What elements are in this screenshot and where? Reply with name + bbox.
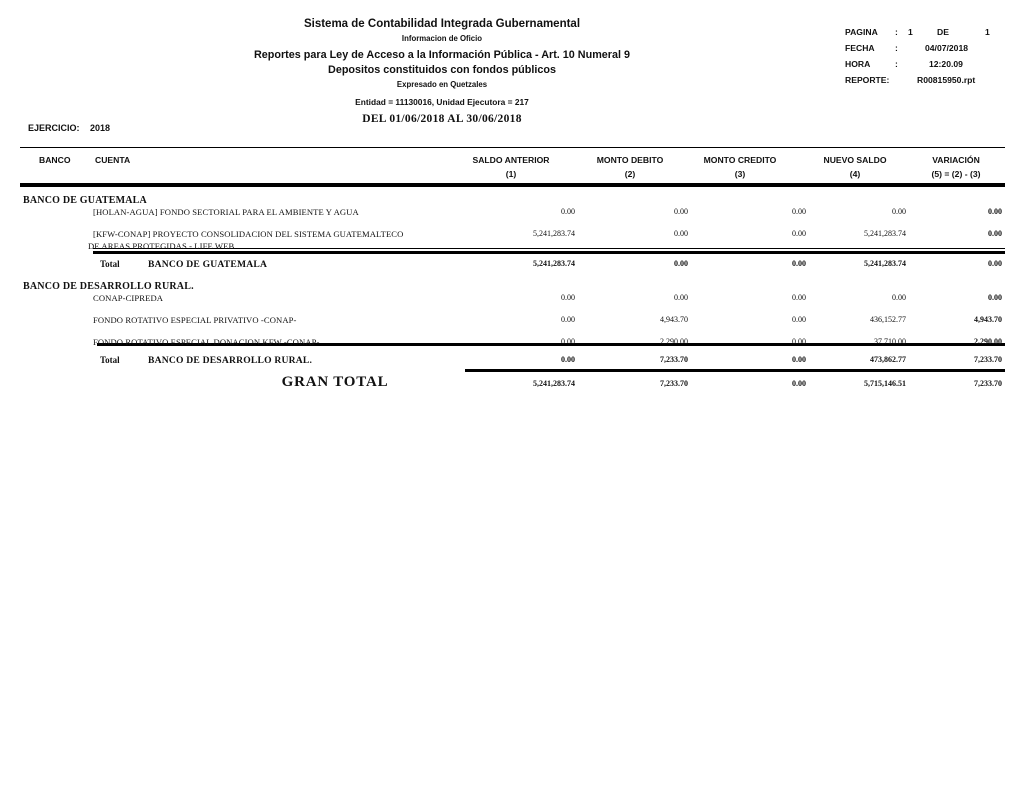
grand-total-rule	[465, 369, 1005, 372]
bank-heading: BANCO DE DESARROLLO RURAL.	[23, 281, 194, 292]
nuevo-saldo-value: 37,710.00	[874, 337, 906, 346]
nuevo-saldo-total: 473,862.77	[870, 355, 906, 364]
monto-debito-value: 2,290.00	[660, 337, 688, 346]
col-header-saldo-anterior: SALDO ANTERIOR	[472, 155, 550, 165]
monto-debito-value: 4,943.70	[660, 315, 688, 324]
saldo-anterior-value: 0.00	[561, 315, 575, 324]
account-name: FONDO ROTATIVO ESPECIAL DONACION KFW -CONAP-	[93, 337, 320, 347]
table-row-continuation	[0, 241, 1024, 255]
account-name: [KFW-CONAP] PROYECTO CONSOLIDACION DEL SISTEMA GUATEMALTECO	[93, 229, 404, 239]
table-row	[0, 315, 1024, 329]
header-top-rule	[20, 147, 1005, 148]
monto-credito-total: 0.00	[792, 259, 806, 268]
table-row	[0, 207, 1024, 221]
meta-fecha-row	[845, 43, 1005, 59]
monto-credito-value: 0.00	[792, 337, 806, 346]
saldo-anterior-value: 5,241,283.74	[533, 229, 575, 238]
total-label: Total	[100, 355, 120, 365]
nuevo-saldo-value: 5,241,283.74	[864, 229, 906, 238]
header-bottom-rule	[20, 183, 1005, 187]
section-total-row	[0, 259, 1024, 273]
report-meta	[845, 27, 1005, 91]
de-value: 1	[985, 27, 990, 37]
report-name: Depositos constituidos con fondos públicos	[328, 64, 556, 76]
col-subheader-1: (1)	[505, 169, 517, 179]
variacion-grand-total: 7,233.70	[974, 379, 1002, 388]
saldo-anterior-grand-total: 5,241,283.74	[533, 379, 575, 388]
date-range: DEL 01/06/2018 AL 30/06/2018	[362, 113, 522, 125]
saldo-anterior-value: 0.00	[561, 207, 575, 216]
nuevo-saldo-value: 0.00	[892, 293, 906, 302]
saldo-anterior-total: 5,241,283.74	[533, 259, 575, 268]
grand-total-row	[0, 379, 1024, 393]
account-name: FONDO ROTATIVO ESPECIAL PRIVATIVO -CONAP-	[93, 315, 297, 325]
monto-credito-grand-total: 0.00	[792, 379, 806, 388]
grand-total-label: GRAN TOTAL	[281, 374, 389, 390]
col-header-monto-debito: MONTO DEBITO	[596, 155, 664, 165]
monto-debito-grand-total: 7,233.70	[660, 379, 688, 388]
monto-credito-total: 0.00	[792, 355, 806, 364]
table-row	[0, 337, 1024, 351]
meta-pagina-row	[845, 27, 1005, 43]
table-row	[0, 293, 1024, 307]
nuevo-saldo-value: 0.00	[892, 207, 906, 216]
col-header-cuenta: CUENTA	[95, 155, 131, 165]
fecha-colon: :	[895, 43, 898, 53]
monto-debito-value: 0.00	[674, 207, 688, 216]
col-subheader-5: (5) = (2) - (3)	[931, 169, 981, 179]
saldo-anterior-total: 0.00	[561, 355, 575, 364]
currency-note: Expresado en Quetzales	[396, 80, 488, 89]
report-header	[212, 18, 672, 125]
law-report-title: Reportes para Ley de Acceso a la Información Pública - Art. 10 Numeral 9	[253, 49, 631, 61]
monto-credito-value: 0.00	[792, 315, 806, 324]
hora-label: HORA	[845, 59, 871, 69]
monto-debito-value: 0.00	[674, 293, 688, 302]
variacion-total: 0.00	[988, 259, 1002, 268]
system-title: Sistema de Contabilidad Integrada Gubernamental	[303, 18, 581, 30]
monto-credito-value: 0.00	[792, 229, 806, 238]
col-header-banco: BANCO	[39, 155, 71, 165]
info-oficio-label: Informacion de Oficio	[401, 34, 483, 43]
fecha-value: 04/07/2018	[925, 43, 969, 53]
variacion-value: 0.00	[988, 293, 1002, 302]
saldo-anterior-value: 0.00	[561, 293, 575, 302]
reporte-value: R00815950.rpt	[917, 75, 976, 85]
pagina-colon: :	[895, 27, 898, 37]
monto-debito-value: 0.00	[674, 229, 688, 238]
hora-colon: :	[895, 59, 898, 69]
variacion-total: 7,233.70	[974, 355, 1002, 364]
bank-heading: BANCO DE GUATEMALA	[23, 195, 147, 206]
reporte-label: REPORTE:	[845, 75, 890, 85]
variacion-value: 4,943.70	[974, 315, 1002, 324]
hora-value: 12:20.09	[929, 59, 963, 69]
pagina-label: PAGINA	[845, 27, 878, 37]
account-name: CONAP-CIPREDA	[93, 293, 164, 303]
variacion-value: 0.00	[988, 229, 1002, 238]
fecha-label: FECHA	[845, 43, 875, 53]
total-label: Total	[100, 259, 120, 269]
pagina-value: 1	[908, 27, 913, 37]
col-subheader-3: (3)	[734, 169, 746, 179]
monto-credito-value: 0.00	[792, 207, 806, 216]
nuevo-saldo-total: 5,241,283.74	[864, 259, 906, 268]
variacion-value: 2,290.00	[974, 337, 1002, 346]
monto-credito-value: 0.00	[792, 293, 806, 302]
saldo-anterior-value: 0.00	[561, 337, 575, 346]
meta-reporte-row	[845, 75, 1005, 91]
col-subheader-2: (2)	[624, 169, 636, 179]
monto-debito-total: 0.00	[674, 259, 688, 268]
col-header-nuevo-saldo: NUEVO SALDO	[823, 155, 887, 165]
col-subheader-4: (4)	[849, 169, 861, 179]
total-bank-name: BANCO DE GUATEMALA	[148, 259, 268, 270]
ejercicio-row	[28, 123, 111, 133]
meta-hora-row	[845, 59, 1005, 75]
col-header-monto-credito: MONTO CREDITO	[703, 155, 777, 165]
entity-line: Entidad = 11130016, Unidad Ejecutora = 217	[355, 97, 529, 107]
nuevo-saldo-grand-total: 5,715,146.51	[864, 379, 906, 388]
variacion-value: 0.00	[988, 207, 1002, 216]
ejercicio-value: 2018	[90, 123, 111, 133]
account-name: [HOLAN-AGUA] FONDO SECTORIAL PARA EL AMBIENTE Y AGUA	[93, 207, 359, 217]
de-label: DE	[937, 27, 949, 37]
ejercicio-label: EJERCICIO:	[28, 123, 80, 133]
account-name-line2: DE AREAS PROTEGIDAS - LIFE WEB	[88, 241, 235, 251]
nuevo-saldo-value: 436,152.77	[870, 315, 906, 324]
section-total-row	[0, 355, 1024, 369]
col-header-variacion: VARIACIÓN	[932, 155, 980, 165]
total-bank-name: BANCO DE DESARROLLO RURAL.	[148, 355, 313, 366]
monto-debito-total: 7,233.70	[660, 355, 688, 364]
